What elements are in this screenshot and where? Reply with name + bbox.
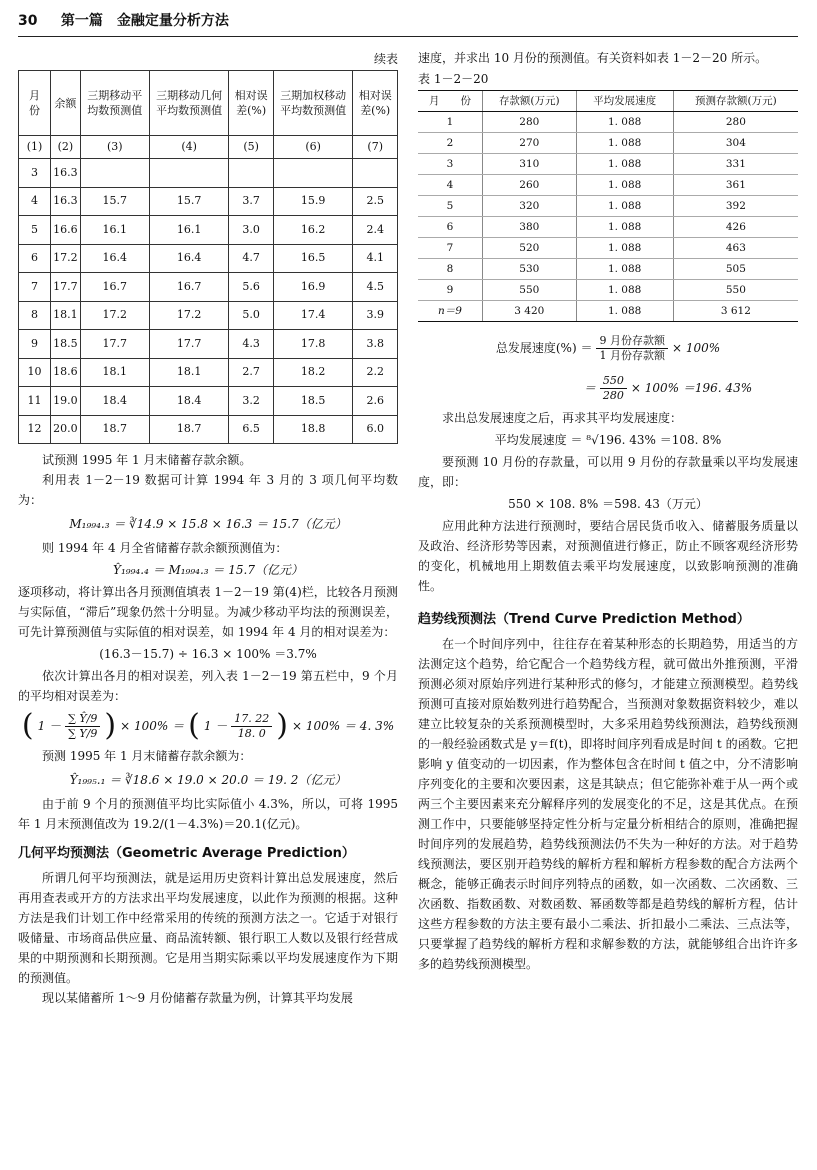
table-cell: 18.7 bbox=[149, 415, 229, 444]
table-cell: 16.6 bbox=[51, 216, 81, 245]
table-index-cell: (7) bbox=[353, 136, 398, 159]
table-cell: 505 bbox=[673, 259, 798, 280]
table-header-cell: 月 份 bbox=[418, 91, 482, 112]
table-cell: 1. 088 bbox=[576, 133, 673, 154]
table-header-cell: 余额 bbox=[51, 71, 81, 136]
table-cell: 16.4 bbox=[149, 244, 229, 273]
table-index-cell: (1) bbox=[19, 136, 51, 159]
table-row bbox=[19, 330, 398, 359]
table-cell: 550 bbox=[673, 280, 798, 301]
table-cell: 9 bbox=[418, 280, 482, 301]
table-cell: 8 bbox=[19, 301, 51, 330]
table-cell: 2.2 bbox=[353, 358, 398, 387]
table-cell: 1. 088 bbox=[576, 196, 673, 217]
table-row bbox=[19, 387, 398, 416]
table-cell: 5 bbox=[19, 216, 51, 245]
table-cell: 1. 088 bbox=[576, 280, 673, 301]
table-cell: 3.8 bbox=[353, 330, 398, 359]
table-row bbox=[19, 187, 398, 216]
right-column bbox=[418, 48, 798, 974]
paragraph: 逐项移动，将计算出各月预测值填表 1－2－19 第(4)栏，比较各月预测与实际值，“滞后”现象仍然十分明显。为减少移动平均法的预测误差，可先计算预测值与实际值的相对误差，如 1994 年 4 月的相对误差为： bbox=[18, 585, 398, 639]
table-cell: 18.8 bbox=[273, 415, 353, 444]
formula-geometric-mean: M₁₉₉₄.₃ ＝ ∛14.9 × 15.8 × 16.3 ＝ 15.7（亿元） bbox=[69, 517, 347, 531]
table-cell: 2.5 bbox=[353, 187, 398, 216]
table-cell: 320 bbox=[482, 196, 576, 217]
table-cell: 310 bbox=[482, 154, 576, 175]
table-cell: 2.4 bbox=[353, 216, 398, 245]
table-row bbox=[19, 216, 398, 245]
table-header-cell: 相对误差(%) bbox=[229, 71, 274, 136]
table-header-cell: 相对误差(%) bbox=[353, 71, 398, 136]
table-cell: 3 612 bbox=[673, 301, 798, 322]
table-cell: 1. 088 bbox=[576, 154, 673, 175]
table-cell: 15.7 bbox=[149, 187, 229, 216]
table-row bbox=[19, 415, 398, 444]
table-cell: 520 bbox=[482, 238, 576, 259]
table-header-cell: 平均发展速度 bbox=[576, 91, 673, 112]
table-cell: 9 bbox=[19, 330, 51, 359]
table-cell bbox=[353, 159, 398, 188]
table-cell: n＝9 bbox=[418, 301, 482, 322]
table-cell: 15.9 bbox=[273, 187, 353, 216]
table-cell: 17.2 bbox=[80, 301, 149, 330]
table-row bbox=[418, 238, 798, 259]
table-cell: 3.0 bbox=[229, 216, 274, 245]
paragraph: 则 1994 年 4 月全省储蓄存款余额预测值为： bbox=[42, 541, 288, 555]
table-cell: 392 bbox=[673, 196, 798, 217]
table-cell: 1. 088 bbox=[576, 301, 673, 322]
table-row bbox=[418, 301, 798, 322]
table-cell: 18.5 bbox=[273, 387, 353, 416]
paragraph: 利用表 1－2－19 数据可计算 1994 年 3 月的 3 项几何平均数为： bbox=[18, 473, 398, 507]
table-cell: 17.7 bbox=[80, 330, 149, 359]
table-cell: 12 bbox=[19, 415, 51, 444]
table-cell: 18.6 bbox=[51, 358, 81, 387]
table-cell: 5.0 bbox=[229, 301, 274, 330]
table-cell: 18.2 bbox=[273, 358, 353, 387]
table-header-cell: 月 份 bbox=[19, 71, 51, 136]
table-row bbox=[418, 154, 798, 175]
left-column bbox=[18, 48, 398, 1008]
formula-relative-error: (16.3－15.7) ÷ 16.3 × 100% ＝3.7% bbox=[99, 647, 317, 661]
paragraph: 在一个时间序列中，往往存在着某种形态的长期趋势，用适当的方法测定这个趋势，给它配合一个趋势线方程，就可做出外推预测，平滑预测必须对原始序列进行某种形式的修匀，才能建立预测模型。趋势线预测可直接对原始数列进行趋势配合，当预测对象数据资料较少，难以建立比较复杂的关系预测模型时，大多采用趋势线预测法，趋势线预测的一般经验函数式是 y＝f(t)，即将时间序列看成是时间 t 的函数。它把影响 y 值变动的一切因素，作为整体包含在时间 t 值之中，分不清影响序列变化的主要和次要因素，这是其缺点；但它能弥补难于从一两个或两三个主要因素来充分解释序列的发展变化的不足，这是其优点。在预测工作中，只要能够坚持定性分析与定量分析相结合的原则，准确把握时间序列的发展趋势，趋势线预测法仍不失为一种好的方法。对于趋势线预测法，要区别开趋势线的解析方程和解析方程参数的配合方法两个概念，能够正确表示时间序列特点的函数，如一次函数、二次函数、三次函数、指数函数、对数函数、幂函数等都是趋势线的解析方程，估计这些方程参数的方法主要有最小二乘法、折扣最小二乘法、三点法等，只要掌握了趋势线的解析方程和求解参数的方法，就能够组合出许许多多的趋势线预测模型。 bbox=[418, 637, 798, 971]
table-cell: 4.7 bbox=[229, 244, 274, 273]
table-cell bbox=[273, 159, 353, 188]
paragraph: 试预测 1995 年 1 月末储蓄存款余额。 bbox=[42, 453, 252, 467]
table-cell: 1. 088 bbox=[576, 112, 673, 133]
table-row bbox=[418, 217, 798, 238]
table-cell: 550 bbox=[482, 280, 576, 301]
table-cell bbox=[80, 159, 149, 188]
table-cell: 463 bbox=[673, 238, 798, 259]
table-cell bbox=[149, 159, 229, 188]
table-cell: 18.1 bbox=[149, 358, 229, 387]
table-header-cell: 三期移动几何平均数预测值 bbox=[149, 71, 229, 136]
table-row bbox=[418, 112, 798, 133]
table-row bbox=[418, 280, 798, 301]
table-row bbox=[19, 301, 398, 330]
table-cell: 16.3 bbox=[51, 187, 81, 216]
table-cell: 280 bbox=[482, 112, 576, 133]
table-cell: 1. 088 bbox=[576, 259, 673, 280]
page-number: 30 bbox=[18, 13, 38, 29]
table-cell: 270 bbox=[482, 133, 576, 154]
table-index-cell: (3) bbox=[80, 136, 149, 159]
table-cell: 7 bbox=[19, 273, 51, 302]
table-cell: 3 420 bbox=[482, 301, 576, 322]
table-cell: 17.8 bbox=[273, 330, 353, 359]
table-cell: 4.5 bbox=[353, 273, 398, 302]
table-cell: 426 bbox=[673, 217, 798, 238]
table-cell: 361 bbox=[673, 175, 798, 196]
table-cell: 6 bbox=[418, 217, 482, 238]
table-1-2-20 bbox=[418, 90, 798, 322]
formula-forecast-1995: Ŷ₁₉₉₅.₁ ＝ ∛18.6 × 19.0 × 20.0 ＝ 19. 2（亿元） bbox=[69, 773, 347, 787]
table-cell: 16.3 bbox=[51, 159, 81, 188]
table-cell: 18.1 bbox=[51, 301, 81, 330]
table-cell: 1. 088 bbox=[576, 217, 673, 238]
table-cell: 4 bbox=[19, 187, 51, 216]
table-cell: 1. 088 bbox=[576, 175, 673, 196]
paragraph: 应用此种方法进行预测时，要结合居民货币收入、储蓄服务质量以及政治、经济形势等因素，对预测值进行修正，防止不顾客观经济形势的变化，机械地用上期数值去乘平均发展速度，以致影响预测的准确性。 bbox=[418, 519, 798, 593]
table-cell: 20.0 bbox=[51, 415, 81, 444]
table-cell: 6.0 bbox=[353, 415, 398, 444]
table-cell: 331 bbox=[673, 154, 798, 175]
paragraph: 所谓几何平均预测法，就是运用历史资料计算出总发展速度，然后再用查表或开方的方法求出平均发展速度，以此作为预测的根据。这种方法是我们计划工作中经常采用的传统的预测方法之一。它适于对银行吸储量、市场商品供应量、商品流转额、银行职工人数以及银行经营成果的中期预测和长期预测。它是用当期实际乘以平均发展速度作为下期的预测值。 bbox=[18, 871, 398, 985]
paragraph: 要预测 10 月份的存款量，可以用 9 月份的存款量乘以平均发展速度，即： bbox=[418, 455, 798, 489]
paragraph: 依次计算出各月的相对误差，列入表 1－2－19 第五栏中，9 个月的平均相对误差为： bbox=[18, 669, 398, 703]
continued-label: 续表 bbox=[373, 52, 398, 66]
table-cell: 18.1 bbox=[80, 358, 149, 387]
table-cell: 7 bbox=[418, 238, 482, 259]
table-cell: 16.1 bbox=[80, 216, 149, 245]
table-cell: 10 bbox=[19, 358, 51, 387]
table-cell: 3 bbox=[19, 159, 51, 188]
formula-total-growth-value: ＝ $\frac{550}{280}$ × 100% ＝196. 43% bbox=[583, 373, 753, 402]
table-row bbox=[418, 133, 798, 154]
section-heading: 趋势线预测法（Trend Curve Prediction Method） bbox=[418, 612, 750, 627]
table-row bbox=[418, 259, 798, 280]
table-cell: 16.1 bbox=[149, 216, 229, 245]
table-cell: 17.2 bbox=[149, 301, 229, 330]
table-cell: 17.7 bbox=[149, 330, 229, 359]
table-cell: 4.1 bbox=[353, 244, 398, 273]
table-row bbox=[19, 244, 398, 273]
table-cell: 16.7 bbox=[149, 273, 229, 302]
table-cell bbox=[229, 159, 274, 188]
table-cell: 15.7 bbox=[80, 187, 149, 216]
table-cell: 11 bbox=[19, 387, 51, 416]
table-cell: 3 bbox=[418, 154, 482, 175]
table-cell: 16.5 bbox=[273, 244, 353, 273]
table-index-cell: (2) bbox=[51, 136, 81, 159]
paragraph: 预测 1995 年 1 月末储蓄存款余额为： bbox=[42, 749, 252, 763]
table-row bbox=[418, 196, 798, 217]
table-cell: 1 bbox=[418, 112, 482, 133]
running-title: 第一篇 金融定量分析方法 bbox=[60, 13, 229, 29]
formula-average-growth: 平均发展速度 ＝ ⁸√196. 43% ＝108. 8% bbox=[494, 433, 722, 447]
table-cell: 260 bbox=[482, 175, 576, 196]
table-1-2-19 bbox=[18, 70, 398, 444]
table-cell: 18.5 bbox=[51, 330, 81, 359]
table-row bbox=[418, 175, 798, 196]
table-row bbox=[19, 159, 398, 188]
table-cell: 2.6 bbox=[353, 387, 398, 416]
table-header-cell: 三期移动平均数预测值 bbox=[80, 71, 149, 136]
table-cell: 17.7 bbox=[51, 273, 81, 302]
table-caption: 表 1－2－20 bbox=[418, 72, 489, 86]
table-row bbox=[19, 358, 398, 387]
paragraph: 现以某储蓄所 1～9 月份储蓄存款量为例，计算其平均发展 bbox=[42, 991, 353, 1005]
table-cell: 3.9 bbox=[353, 301, 398, 330]
table-cell: 16.2 bbox=[273, 216, 353, 245]
table-cell: 6.5 bbox=[229, 415, 274, 444]
table-header-cell: 预测存款额(万元) bbox=[673, 91, 798, 112]
formula-forecast: Ŷ₁₉₉₄.₄ ＝ M₁₉₉₄.₃ ＝ 15.7（亿元） bbox=[113, 563, 303, 577]
table-index-cell: (5) bbox=[229, 136, 274, 159]
table-cell: 16.4 bbox=[80, 244, 149, 273]
section-heading: 几何平均预测法（Geometric Average Prediction） bbox=[18, 846, 355, 861]
paragraph: 由于前 9 个月的预测值平均比实际值小 4.3%，所以，可将 1995 年 1 月末预测值改为 19.2/(1－4.3%)＝20.1(亿元)。 bbox=[18, 797, 398, 831]
table-cell: 4 bbox=[418, 175, 482, 196]
table-cell: 4.3 bbox=[229, 330, 274, 359]
table-cell: 17.4 bbox=[273, 301, 353, 330]
paragraph: 速度，并求出 10 月份的预测值。有关资料如表 1－2－20 所示。 bbox=[418, 51, 768, 65]
formula-average-error: ( 1 － $\frac{\sum Ŷ/9}{\sum Y/9}$ ) × 100% ＝ ( 1 － $\frac{17. 22}{18. 0}$ ) × 100% ＝ 4. 3% bbox=[21, 708, 395, 743]
table-cell: 16.9 bbox=[273, 273, 353, 302]
table-cell: 304 bbox=[673, 133, 798, 154]
table-cell: 380 bbox=[482, 217, 576, 238]
table-cell: 530 bbox=[482, 259, 576, 280]
table-cell: 6 bbox=[19, 244, 51, 273]
table-cell: 3.2 bbox=[229, 387, 274, 416]
table-cell: 18.4 bbox=[149, 387, 229, 416]
table-index-cell: (6) bbox=[273, 136, 353, 159]
table-cell: 18.4 bbox=[80, 387, 149, 416]
table-cell: 5 bbox=[418, 196, 482, 217]
table-cell: 8 bbox=[418, 259, 482, 280]
table-cell: 2.7 bbox=[229, 358, 274, 387]
table-cell: 280 bbox=[673, 112, 798, 133]
table-cell: 1. 088 bbox=[576, 238, 673, 259]
formula-total-growth: 总发展速度(%) ＝ $\frac{\text{9 月份存款额}}{\text{1 月份存款额}}$ × 100% bbox=[495, 333, 721, 362]
table-header-cell: 存款额(万元) bbox=[482, 91, 576, 112]
paragraph: 求出总发展速度之后，再求其平均发展速度： bbox=[442, 411, 683, 425]
table-cell: 18.7 bbox=[80, 415, 149, 444]
table-cell: 16.7 bbox=[80, 273, 149, 302]
table-index-cell: (4) bbox=[149, 136, 229, 159]
page-header bbox=[18, 10, 798, 37]
table-cell: 2 bbox=[418, 133, 482, 154]
table-cell: 19.0 bbox=[51, 387, 81, 416]
table-cell: 17.2 bbox=[51, 244, 81, 273]
table-cell: 5.6 bbox=[229, 273, 274, 302]
table-header-cell: 三期加权移动平均数预测值 bbox=[273, 71, 353, 136]
table-cell: 3.7 bbox=[229, 187, 274, 216]
formula-october-forecast: 550 × 108. 8% ＝598. 43（万元） bbox=[508, 497, 708, 511]
table-row bbox=[19, 273, 398, 302]
